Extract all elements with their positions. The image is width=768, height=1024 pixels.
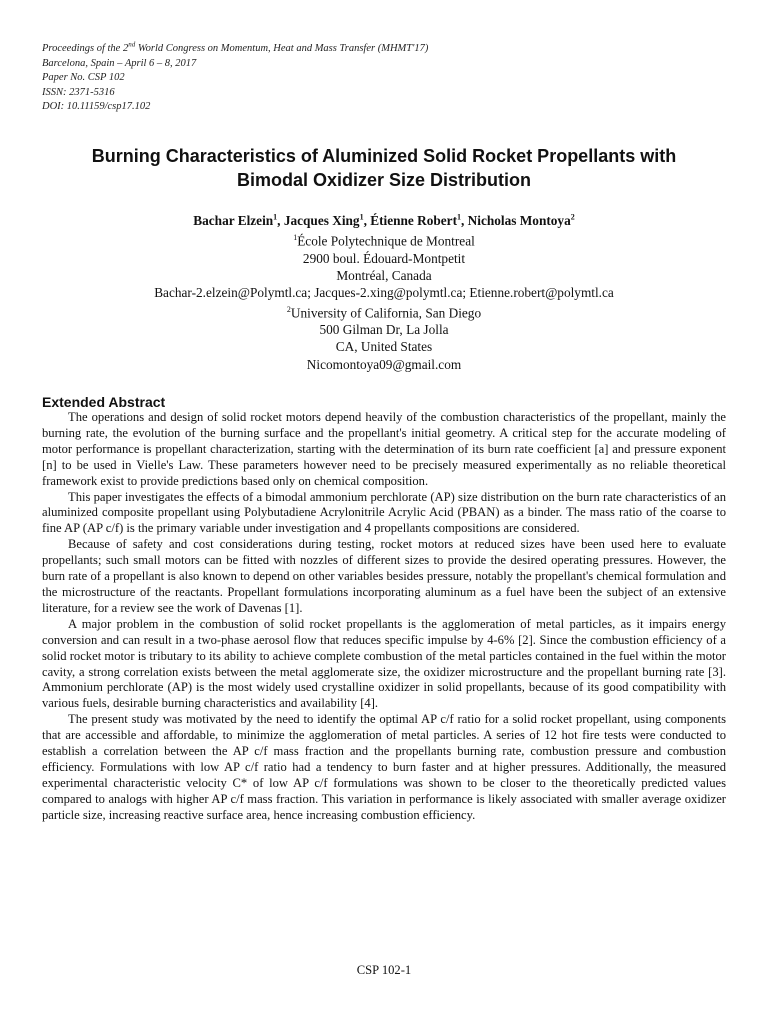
paragraph: The present study was motivated by the need to identify the optimal AP c/f ratio for a solid rocket propellant, using components that are accessible and affordable, to minimize the agglomeration of metal particles. A series of 12 hot fire tests were conducted to establish a correlation between the AP c/f mass fraction and the propellants burning rate, combustion pressure and combustion efficiency. Formulations with low AP c/f ratio had a tendency to burn faster and at higher pressures. Additionally, the measured experimental characteristic velocity C* of low AP c/f formulations was shown to be closer to the theoretically predicted values compared to analogs with higher AP c/f mass fraction. This variation in performance is likely associated with smaller average oxidizer particle size, increasing reactive surface area, hence increasing combustion efficiency. (42, 712, 726, 822)
proceedings-text: Proceedings of the 2 (42, 43, 129, 54)
author-name: Jacques Xing (283, 213, 360, 229)
author-name: Bachar Elzein (193, 213, 274, 229)
affiliation-2-street: 500 Gilman Dr, La Jolla (319, 322, 449, 338)
author (284, 213, 370, 228)
affiliation-1-city: Montréal, Canada (336, 267, 432, 283)
abstract-body (42, 410, 726, 824)
affiliation-1-emails: Bachar-2.elzein@Polymtl.ca; Jacques-2.xing@polymtl.ca; Etienne.robert@polymtl.ca (154, 284, 614, 300)
affiliation-2-city: CA, United States (335, 339, 433, 355)
title-line-2: Bimodal Oxidizer Size Distribution (236, 170, 532, 190)
author-separator: , (277, 213, 284, 229)
affiliation-marker: 2 (570, 213, 575, 222)
institution-name: École Polytechnique de Montreal (297, 233, 475, 249)
affiliation-1-name (20, 229, 748, 250)
affiliations (20, 229, 748, 373)
author (193, 213, 284, 228)
doi: DOI: 10.11159/csp17.102 (42, 101, 151, 113)
proceedings-line (42, 42, 428, 57)
affiliation-marker: 2 (286, 304, 291, 314)
author (370, 213, 467, 228)
affiliation-2-name (20, 301, 748, 322)
author-name: Étienne Robert (370, 213, 458, 229)
ordinal-superscript: nd (128, 40, 136, 49)
paragraph: Because of safety and cost considerations during testing, rocket motors at reduced sizes have been used here to evaluate propellants; such small motors can be fitted with nozzles of different sizes to provide the desired operating pressures. However, the burn rate of a propellant is also known to depend on other variables besides pressure, notably the propellant's chemical formulation and the microstructure of the reactants. Propellant formulations incorporating aluminum as a fuel have been the subject of an extensive literature, for a review see the work of Davenas [1]. (42, 537, 726, 615)
affiliation-marker: 1 (293, 233, 298, 242)
paragraph: A major problem in the combustion of solid rocket propellants is the agglomeration of metal particles, as it impairs energy conversion and can result in a two-phase aerosol flow that reduces specific impulse by 4-6% [2]. Since the combustion efficiency of a solid rocket motor is tributary to its ability to achieve complete combustion of the metal particles contained in the fuel within the motor cavity, a strong correlation exists between the metal agglomerate size, the oxidizer microstructure and the propellant burning rate [3]. Ammonium perchlorate (AP) is the most widely used crystalline oxidizer in solid propellants, because of its good compatibility with various fuels, desirable burning characteristics and availability [4]. (42, 616, 726, 711)
affiliation-marker: 1 (273, 213, 278, 222)
author-name: Nicholas Montoya (467, 213, 571, 229)
proceedings-text: World Congress on Momentum, Heat and Mass Transfer (MHMT'17) (135, 43, 429, 54)
institution-name: University of California, San Diego (290, 305, 482, 321)
affiliation-marker: 1 (457, 213, 462, 222)
author-separator: , (363, 213, 371, 229)
author-list (20, 209, 748, 230)
affiliation-2-email: Nicomontoya09@gmail.com (306, 356, 462, 372)
title-line-1: Burning Characteristics of Aluminized Solid Rocket Propellants with (91, 146, 677, 166)
issn: ISSN: 2371-5316 (42, 86, 115, 98)
paragraph: The operations and design of solid rocket motors depend heavily of the combustion characteristics of the propellant, mainly the burning rate, the evolution of the burning surface and the propellant's initial geometry. A critical step for the accurate modeling of motor performance is propellant characterization, starting with the determination of its burn rate coefficient [a] and pressure exponent [n] to be used in Vielle's Law. These parameters however need to be precisely measured experimentally as no reliable theoretical framework exist to provide predictions based only on chemical composition. (42, 410, 726, 488)
section-heading: Extended Abstract (42, 394, 166, 410)
page-footer: CSP 102-1 (356, 963, 412, 977)
affiliation-1-street: 2900 boul. Édouard-Montpetit (302, 250, 466, 266)
affiliation-marker: 1 (359, 213, 364, 222)
author (468, 213, 575, 228)
paper-title (30, 144, 738, 192)
location-date: Barcelona, Spain – April 6 – 8, 2017 (42, 57, 197, 69)
proceedings-header (42, 42, 428, 115)
paper-number: Paper No. CSP 102 (42, 72, 125, 84)
author-separator: , (461, 213, 468, 229)
paragraph: This paper investigates the effects of a bimodal ammonium perchlorate (AP) size distribution on the burn rate characteristics of an aluminized composite propellant using Polybutadiene Acrylonitrile Acrylic Acid (PBAN) as a binder. The mass ratio of the coarse to fine AP (AP c/f) is the primary variable under investigation and 4 propellants compositions are considered. (42, 489, 726, 536)
